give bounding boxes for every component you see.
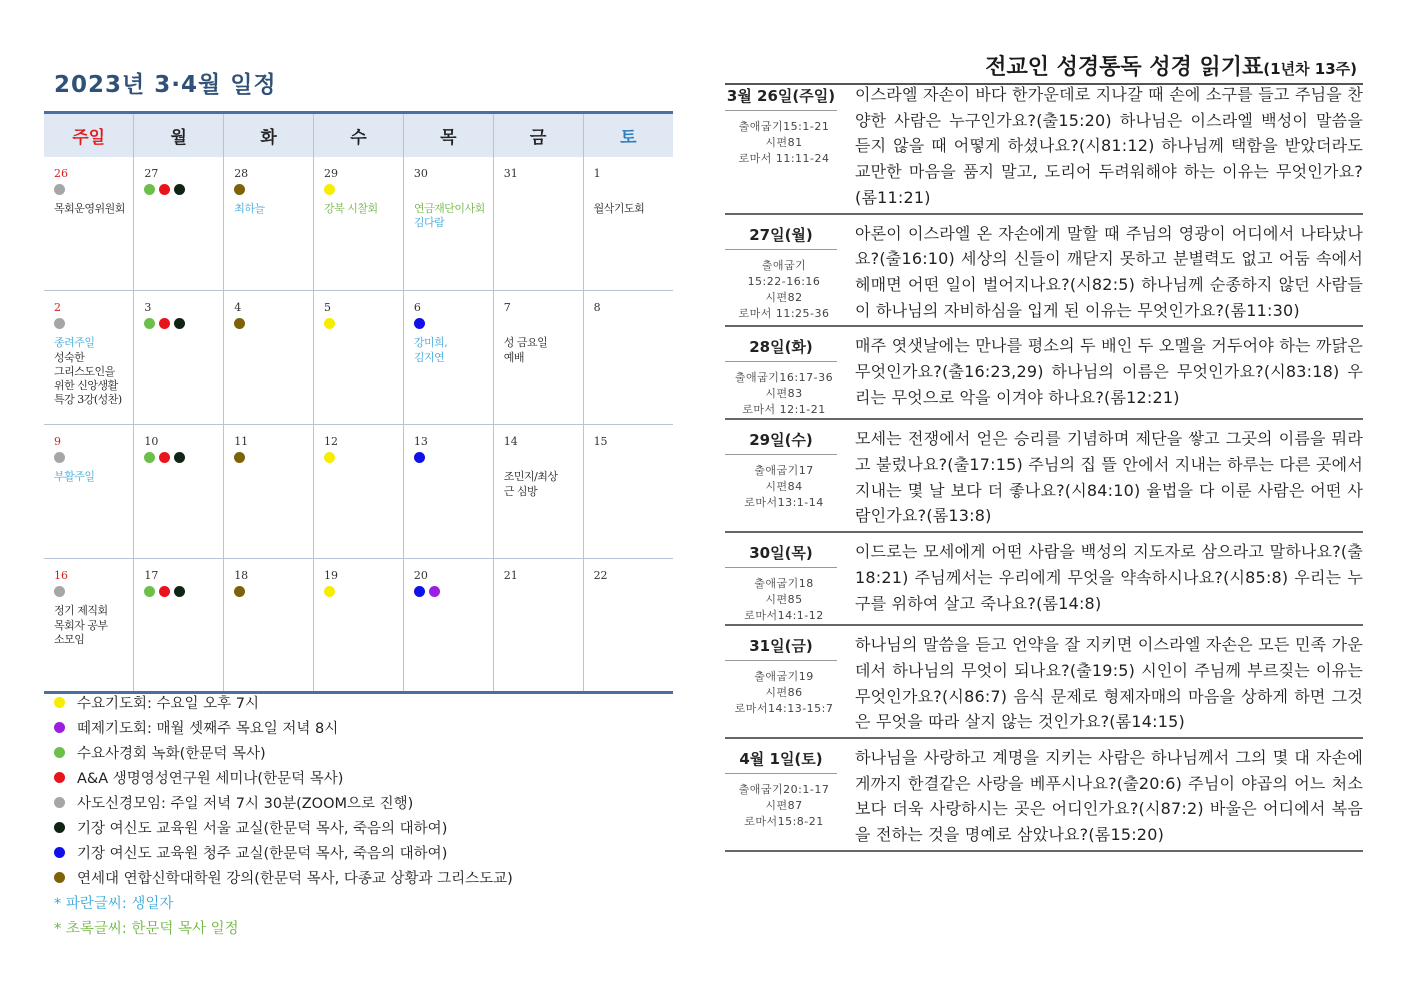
day-note: 최하늘 [234,201,265,215]
day-note: 특강 3강(성찬) [54,393,122,407]
reading-ref: 시편84 [765,480,803,494]
event-dots [54,586,133,599]
reading-date: 29일(수) [725,425,837,455]
calendar-day-cell [44,425,134,559]
day-number: 31 [503,166,518,180]
event-dot-blue [414,586,425,597]
reading-ref: 출애굽기19 [754,670,814,684]
reading-questions: 아론이 이스라엘 온 자손에게 말할 때 주님의 영광이 어디에서 나타났나요?(출16:10) 세상의 신들이 깨닫지 못하고 분별력도 없고 어둠 속에서 헤매면 어떤 일이 벌어지나요?(시82:5) 하나님께 순종하지 않던 사람들이 하나님의 자비하심을 입게 된 이유는 무엇인가요?(롬11:30) [855,223,1363,320]
reading-questions: 이스라엘 자손이 바다 한가운데로 지나갈 때 손에 소구를 들고 주님을 찬양한 사람은 누구인가요?(출15:20) 하나님은 이스라엘 백성이 말씀을 듣지 않을 때 어떻게 하셨나요?(시81:12) 하나님께 택함을 받았더라도 교만한 마음을 품지 말고, 도리어 두려워해야 하는 이유는 무엇인가요?(롬11:21) [855,85,1363,207]
event-dots [54,184,133,197]
day-note: 성 금요일 [503,336,548,350]
event-dots [594,452,673,465]
reading-plan-list [725,81,1363,857]
reading-ref: 시편86 [765,686,803,700]
legend-label: 수요기도회: 수요일 오후 7시 [77,696,260,712]
calendar-day-cell [44,157,134,291]
event-dot-blue [414,318,425,329]
reading-entry [725,332,1363,420]
legend-dot-green [54,747,65,758]
day-number: 19 [324,569,339,582]
event-dot-blue [414,452,425,463]
reading-ref: 출애굽기16:17-36 [734,371,834,385]
event-dot-olive [234,184,245,195]
event-dots [504,586,583,599]
event-dot-black [174,318,185,329]
calendar-day-cell [583,291,673,425]
day-note: 정기 제직회 [54,604,108,618]
event-dots [414,586,493,599]
calendar-title: 2023년 3·4월 일정 [54,72,277,98]
event-dots [54,452,133,465]
reading-ref: 시편82 [765,290,803,304]
reading-date: 31일(금) [725,631,837,661]
legend-item [54,690,674,715]
event-dot-green [144,586,155,597]
reading-date: 27일(월) [725,220,837,250]
calendar-week-row [44,425,673,559]
event-dots [234,318,313,331]
event-dot-olive [234,452,245,463]
day-number: 12 [324,435,339,448]
weekday-header-row [44,113,673,157]
legend-dot-yellow [54,697,65,708]
reading-ref: 15:22-16:16 [747,274,821,288]
day-number: 5 [324,301,332,314]
calendar-legend [54,690,674,940]
weekday-wed: 수 [314,113,404,157]
event-dot-black [174,184,185,195]
reading-entry-meta [725,538,843,624]
event-dots [234,586,313,599]
calendar-day-cell [493,291,583,425]
legend-note: * 초록글씨: 한문덕 목사 일정 [54,921,239,937]
reading-entry-meta [725,744,843,850]
reading-entry [725,538,1363,626]
event-dots [144,586,223,599]
legend-dot-purple [54,722,65,733]
reading-questions: 모세는 전쟁에서 얻은 승리를 기념하며 제단을 쌓고 그곳의 이름을 뭐라고 불렀나요?(출17:15) 주님의 집 뜰 안에서 지내는 하루는 다른 곳에서 지내는 몇 날 보다 더 좋나요?(시84:10) 율법을 다 이룬 사람은 어떤 사람인가요?(롬13:8) [855,429,1363,526]
day-number: 15 [593,435,608,448]
reading-ref: 출애굽기17 [754,464,814,478]
reading-ref: 로마서15:8-21 [744,814,824,828]
reading-refs [725,661,843,717]
event-dot-yellow [324,586,335,597]
reading-entry-meta [725,425,843,531]
calendar-body [44,157,673,693]
event-dot-yellow [324,318,335,329]
event-dots [504,318,583,331]
day-note: 목회운영위원회 [54,201,125,215]
weekday-mon: 월 [134,113,224,157]
calendar-day-cell [224,291,314,425]
event-dot-olive [234,586,245,597]
day-note: 부활주일 [54,470,95,484]
event-dots [234,184,313,197]
day-number: 22 [593,569,608,582]
reading-ref: 시편81 [765,136,803,149]
calendar-day-cell [403,291,493,425]
event-dot-red [159,452,170,463]
reading-entry [725,631,1363,739]
day-number: 21 [503,569,518,582]
calendar-day-cell [493,157,583,291]
reading-entry [725,425,1363,533]
reading-entry [725,220,1363,328]
reading-entry-meta [725,332,843,418]
day-note: 김다람 [413,216,445,230]
day-number: 27 [144,166,159,180]
legend-dot-olive [54,872,65,883]
weekday-sun: 주일 [44,113,134,157]
event-dots [144,184,223,197]
calendar-day-cell [314,559,404,693]
legend-label: 기장 여신도 교육원 청주 교실(한문덕 목사, 죽음의 대하여) [77,846,448,862]
day-note: 그리스도인을 [54,364,115,378]
event-dots [324,184,403,197]
day-number: 16 [54,569,68,582]
reading-ref: 로마서13:1-14 [744,496,824,510]
calendar-day-cell [134,425,224,559]
reading-plan-title [725,50,1363,85]
calendar-week-row [44,559,673,693]
event-dot-green [144,184,155,195]
event-dots [324,318,403,331]
legend-item [54,790,674,815]
event-dots [324,586,403,599]
reading-questions: 매주 엿샛날에는 만나를 평소의 두 배인 두 오멜을 거두어야 하는 까닭은 무엇인가요?(출16:23,29) 하나님의 이름은 무엇인가요?(시83:18) 우리는 무엇으로 악을 이겨야 하나요?(롬12:21) [855,336,1363,407]
calendar-week-row [44,157,673,291]
reading-questions: 이드로는 모세에게 어떤 사람을 백성의 지도자로 삼으라고 말하나요?(출18:21) 주님께서는 우리에게 무엇을 약속하시나요?(시85:8) 우리는 누구를 위하여 살고 죽나요?(롬14:8) [855,542,1363,613]
reading-plan-title-sub: (1년차 13주) [1263,60,1357,78]
calendar-day-cell [44,559,134,693]
reading-date: 3월 26일(주일) [725,81,837,111]
event-dot-black [174,586,185,597]
event-dot-purple [429,586,440,597]
event-dots [414,184,493,197]
reading-date: 4월 1일(토) [725,744,837,774]
legend-item [54,715,674,740]
event-dots [144,452,223,465]
weekday-thu: 목 [403,113,493,157]
day-number: 9 [54,435,61,448]
reading-entry [725,744,1363,852]
reading-ref: 시편87 [765,798,803,812]
day-number: 6 [413,301,421,314]
calendar-day-cell [493,559,583,693]
weekday-fri: 금 [493,113,583,157]
calendar-day-cell [314,157,404,291]
calendar-day-cell [224,559,314,693]
reading-ref: 로마서 11:25-36 [738,306,830,320]
day-note: 성숙한 [54,350,85,364]
day-note: 조민지/최상 [503,470,558,484]
legend-label: A&A 생명영성연구원 세미나(한문덕 목사) [77,771,344,787]
event-dots [594,184,673,197]
legend-label: 사도신경모임: 주일 저녁 7시 30분(ZOOM으로 진행) [77,796,414,812]
day-number: 2 [54,301,61,314]
reading-ref: 시편85 [765,593,803,607]
event-dot-red [159,318,170,329]
event-dots [414,318,493,331]
reading-refs [725,111,843,167]
day-note: 소모임 [54,632,85,646]
reading-refs [725,250,843,322]
event-dot-gray [54,452,65,463]
reading-ref: 출애굽기20:1-17 [738,782,830,796]
event-dots [324,452,403,465]
event-dots [144,318,223,331]
day-number: 11 [234,435,249,448]
reading-questions: 하나님을 사랑하고 계명을 지키는 사람은 하나님께서 그의 몇 대 자손에게까지 한결같은 사랑을 베푸시나요?(출20:6) 주님이 야곱의 어느 처소보다 더욱 사랑하시는 곳은 어디인가요?(시87:2) 바울은 어디에서 복음을 전하는 것을 명예로 삼았나요?(롬15:20) [855,747,1363,845]
day-number: 30 [413,166,428,180]
legend-item [54,815,674,840]
calendar-day-cell [134,559,224,693]
event-dot-black [174,452,185,463]
legend-label: 수요사경회 녹화(한문덕 목사) [77,746,266,762]
reading-date: 30일(목) [725,538,837,568]
day-number: 18 [234,569,249,582]
reading-date: 28일(화) [725,332,837,362]
legend-dot-gray [54,797,65,808]
day-number: 10 [144,435,159,448]
day-note: 강미희, [413,336,448,350]
reading-ref: 출애굽기15:1-21 [738,120,830,133]
day-number: 20 [413,569,428,582]
event-dot-red [159,184,170,195]
day-number: 4 [234,301,242,314]
event-dot-green [144,318,155,329]
reading-plan-title-main: 전교인 성경통독 성경 읽기표 [985,55,1264,80]
event-dot-gray [54,184,65,195]
day-note: 근 심방 [503,484,538,498]
calendar-day-cell [583,157,673,291]
weekday-tue: 화 [224,113,314,157]
event-dot-gray [54,318,65,329]
legend-item [54,840,674,865]
legend-item [54,740,674,765]
event-dot-yellow [324,184,335,195]
calendar-table [44,111,673,694]
day-number: 13 [413,435,428,448]
legend-note: * 파란글씨: 생일자 [54,896,174,912]
legend-label: 연세대 연합신학대학원 강의(한문덕 목사, 다종교 상황과 그리스도교) [77,871,513,887]
calendar-week-row [44,291,673,425]
legend-label: 떼제기도회: 매월 셋째주 목요일 저녁 8시 [77,721,339,737]
calendar-day-cell [403,559,493,693]
reading-ref: 로마서14:13-15:7 [734,702,834,716]
reading-entry-meta [725,631,843,737]
legend-dot-black [54,822,65,833]
calendar-day-cell [134,157,224,291]
day-note: 예배 [503,350,524,364]
day-number: 14 [503,435,518,448]
day-note: 종려주일 [54,336,95,350]
calendar-day-cell [44,291,134,425]
calendar-day-cell [314,291,404,425]
day-number: 26 [54,166,68,180]
event-dot-red [159,586,170,597]
reading-ref: 로마서 12:1-21 [742,403,826,417]
reading-ref: 출애굽기18 [754,577,814,591]
reading-entry-meta [725,81,843,213]
event-dot-yellow [324,452,335,463]
day-number: 29 [324,166,339,180]
event-dots [234,452,313,465]
legend-dot-blue [54,847,65,858]
weekday-sat: 토 [583,113,673,157]
reading-entry-meta [725,220,843,326]
reading-entry [725,81,1363,215]
legend-dot-red [54,772,65,783]
day-number: 28 [234,166,249,180]
event-dot-gray [54,586,65,597]
day-number: 3 [144,301,152,314]
event-dot-green [144,452,155,463]
reading-refs [725,774,843,830]
legend-label: 기장 여신도 교육원 서울 교실(한문덕 목사, 죽음의 대하여) [77,821,448,837]
reading-questions: 하나님의 말씀을 듣고 언약을 잘 지키면 이스라엘 자손은 모든 민족 가운데서 하나님의 무엇이 되나요?(출19:5) 시인이 주님께 부르짖는 이유는 무엇인가요?(시86:7) 음식 문제로 형제자매의 마음을 상하게 하면 그것은 무엇을 따라 살지 않는 것인가요?(롬14:15) [855,635,1363,732]
event-dots [504,184,583,197]
event-dots [504,452,583,465]
day-number: 17 [144,569,159,582]
day-note: 강북 시찰회 [324,201,378,215]
day-number: 1 [593,166,601,180]
reading-ref: 로마서14:1-12 [744,609,824,623]
reading-refs [725,362,843,418]
day-note: 김지연 [413,350,445,364]
day-note: 위한 신앙생활 [54,379,118,393]
reading-ref: 출애굽기 [761,258,807,272]
day-note: 월삭기도회 [593,201,645,215]
calendar-day-cell [583,559,673,693]
event-dots [54,318,133,331]
day-note: 연금재단이사회 [413,201,485,215]
calendar-day-cell [493,425,583,559]
day-number: 8 [593,301,601,314]
calendar-day-cell [224,157,314,291]
reading-ref: 시편83 [765,387,803,401]
reading-refs [725,568,843,624]
reading-refs [725,455,843,511]
calendar-day-cell [134,291,224,425]
calendar-day-cell [224,425,314,559]
event-dot-olive [234,318,245,329]
legend-item [54,865,674,890]
calendar-day-cell [403,157,493,291]
legend-item [54,765,674,790]
calendar-day-cell [314,425,404,559]
event-dots [414,452,493,465]
day-note: 목회자 공부 [54,618,108,632]
calendar-day-cell [403,425,493,559]
event-dots [594,318,673,331]
reading-ref: 로마서 11:11-24 [738,152,830,165]
calendar-day-cell [583,425,673,559]
day-number: 7 [503,301,511,314]
event-dots [594,586,673,599]
